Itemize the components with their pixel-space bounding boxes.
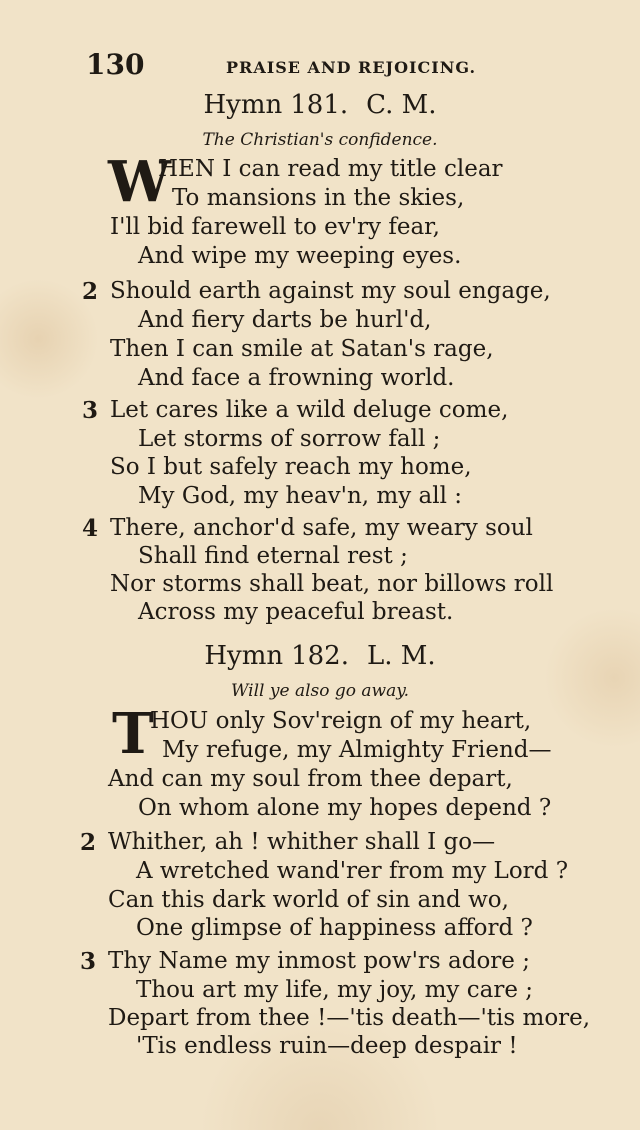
verse-line: Then I can smile at Satan's rage, bbox=[110, 336, 494, 362]
hymn-181-subtitle: The Christian's confidence. bbox=[202, 130, 438, 150]
verse-line: And fiery darts be hurl'd, bbox=[138, 307, 432, 333]
verse-line: Let storms of sorrow fall ; bbox=[138, 426, 441, 452]
verse-line: Should earth against my soul engage, bbox=[110, 278, 551, 304]
hymn-label: Hymn bbox=[204, 641, 284, 671]
verse-line: My God, my heav'n, my all : bbox=[138, 483, 463, 509]
verse-line: Can this dark world of sin and wo, bbox=[108, 887, 509, 913]
hymn-182-heading bbox=[0, 641, 640, 671]
verse-line: And can my soul from thee depart, bbox=[108, 766, 513, 792]
verse-line: So I but safely reach my home, bbox=[110, 454, 472, 480]
verse-line: HEN I can read my title clear bbox=[158, 156, 503, 182]
page-number: 130 bbox=[86, 48, 145, 81]
drop-cap: W bbox=[108, 149, 171, 215]
verse-line: There, anchor'd safe, my weary soul bbox=[110, 515, 533, 541]
verse-line: Let cares like a wild deluge come, bbox=[110, 397, 509, 423]
verse-number: 4 bbox=[82, 515, 99, 542]
verse-line: My refuge, my Almighty Friend— bbox=[162, 737, 552, 763]
verse-number: 2 bbox=[80, 829, 97, 856]
verse-line: Nor storms shall beat, nor billows roll bbox=[110, 571, 554, 597]
verse-line: HOU only Sov'reign of my heart, bbox=[150, 708, 532, 734]
hymn-meter: L. M. bbox=[366, 641, 436, 671]
verse-number: 3 bbox=[82, 397, 99, 424]
hymn-number: 181. bbox=[290, 90, 349, 120]
running-title: PRAISE AND REJOICING. bbox=[226, 58, 477, 77]
verse-number: 2 bbox=[82, 278, 99, 305]
verse-line: To mansions in the skies, bbox=[172, 185, 465, 211]
verse-line: Shall find eternal rest ; bbox=[138, 543, 408, 569]
verse-line: Thy Name my inmost pow'rs adore ; bbox=[108, 948, 530, 974]
drop-cap: T bbox=[112, 701, 154, 767]
verse-line: 'Tis endless ruin—deep despair ! bbox=[136, 1033, 518, 1059]
verse-line: One glimpse of happiness afford ? bbox=[136, 915, 533, 941]
verse-line: Whither, ah ! whither shall I go— bbox=[108, 829, 496, 855]
verse-line: I'll bid farewell to ev'ry fear, bbox=[110, 214, 440, 240]
hymn-label: Hymn bbox=[203, 90, 283, 120]
verse-line: A wretched wand'rer from my Lord ? bbox=[136, 858, 569, 884]
running-head bbox=[86, 48, 506, 88]
hymn-182-subtitle: Will ye also go away. bbox=[231, 681, 409, 701]
verse-line: On whom alone my hopes depend ? bbox=[138, 795, 552, 821]
verse-line: Thou art my life, my joy, my care ; bbox=[136, 977, 533, 1003]
verse-number: 3 bbox=[80, 948, 97, 975]
hymn-meter: C. M. bbox=[366, 90, 437, 120]
hymn-number: 182. bbox=[291, 641, 349, 671]
verse-line: Depart from thee !—'tis death—'tis more, bbox=[108, 1005, 591, 1031]
verse-line: And wipe my weeping eyes. bbox=[138, 243, 462, 269]
verse-line: Across my peaceful breast. bbox=[138, 599, 454, 625]
verse-line: And face a frowning world. bbox=[138, 365, 455, 391]
hymn-181-heading bbox=[0, 90, 640, 120]
